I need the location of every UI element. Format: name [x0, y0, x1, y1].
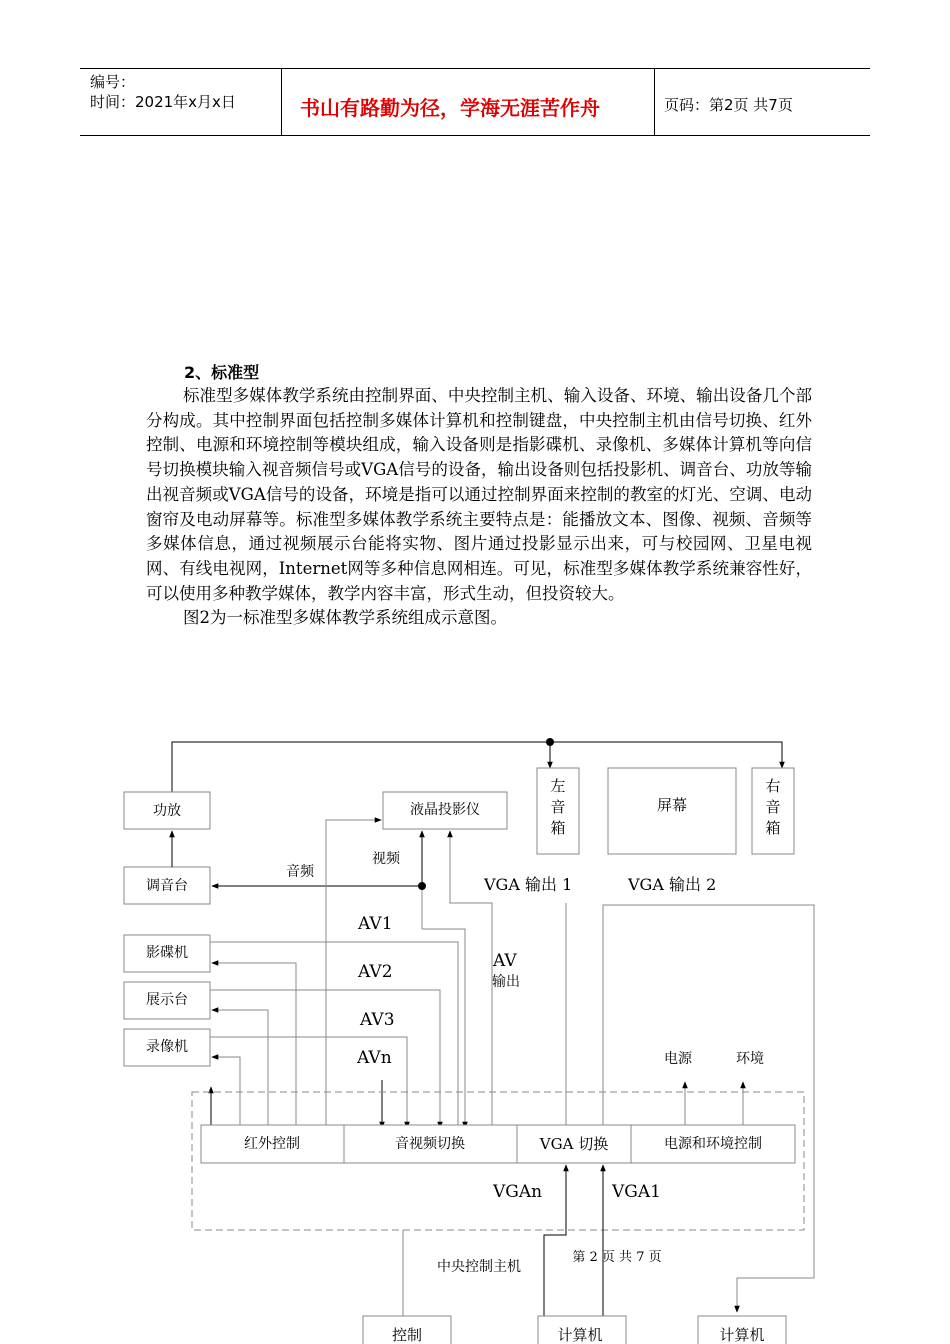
paragraph-figure-ref: 图2为一标准型多媒体教学系统组成示意图。 — [183, 608, 507, 628]
central-host-label: 中央控制主机 — [437, 1259, 521, 1275]
av1-label: AV1 — [358, 914, 393, 934]
visualizer-label: 展示台 — [146, 992, 188, 1008]
right-speaker-char-3: 箱 — [765, 819, 781, 837]
left-speaker-char-2: 音 — [550, 798, 566, 816]
environment-label: 环境 — [736, 1051, 764, 1067]
left-speaker-char-3: 箱 — [550, 819, 566, 837]
header-date-label: 时间：2021年x月x日 — [90, 93, 236, 111]
audio-label: 音频 — [286, 864, 314, 880]
av-switch-label: 音视频切换 — [395, 1136, 465, 1152]
control-box — [363, 1316, 451, 1344]
vga-switch-label: VGA 切换 — [539, 1135, 609, 1153]
junction-dot — [546, 738, 554, 746]
control-label: 控制 — [391, 1326, 423, 1344]
header-motto: 书山有路勤为径，学海无涯苦作舟 — [300, 96, 600, 120]
av3-label: AV3 — [360, 1010, 395, 1030]
header-page-label: 页码：第2页 共7页 — [664, 96, 793, 114]
vga-out-2-label: VGA 输出 2 — [628, 875, 717, 894]
computer-box-1 — [538, 1316, 626, 1344]
visualizer-box — [124, 982, 210, 1019]
left-speaker-box — [537, 768, 579, 854]
mixer-label: 调音台 — [146, 878, 188, 894]
avn-label: AVn — [357, 1048, 392, 1068]
screen-box — [608, 768, 736, 854]
mixer-box — [124, 867, 210, 904]
computer-label-1: 计算机 — [557, 1326, 603, 1344]
ir-control-label: 红外控制 — [244, 1136, 300, 1152]
audio-video-junction — [418, 882, 426, 890]
power-env-control-label: 电源和环境控制 — [664, 1136, 762, 1152]
vga1-label: VGA1 — [612, 1182, 661, 1202]
amplifier-box — [124, 792, 210, 829]
av2-label: AV2 — [358, 962, 393, 982]
computer-label-2: 计算机 — [719, 1326, 765, 1344]
header-number-label: 编号： — [90, 73, 136, 91]
vga-out-1-label: VGA 输出 1 — [484, 875, 573, 894]
video-label: 视频 — [372, 851, 400, 867]
right-speaker-box — [752, 768, 794, 854]
dvd-player-box — [124, 935, 210, 972]
av-input-lines — [210, 942, 458, 1128]
vcr-label: 录像机 — [146, 1039, 188, 1055]
projector-label: 液晶投影仪 — [410, 802, 480, 818]
vcr-box — [124, 1029, 210, 1066]
section-title: 2、标准型 — [184, 363, 260, 382]
right-speaker-char-2: 音 — [765, 798, 781, 816]
vgan-label: VGAn — [493, 1182, 543, 1202]
av-out-label-2: 输出 — [492, 974, 520, 990]
paragraph-description: 标准型多媒体教学系统由控制界面、中央控制主机、输入设备、环境、输出设备几个部分构成。其中控制界面包括控制多媒体计算机和控制键盘，中央控制主机由信号切换、红外控制、电源和环境控制等模块组成，输入设备则是指影碟机、录像机、多媒体计算机等向信号切换模块输入视音频信号或VGA信号的设备，输出设备则包括投影机、调音台、功放等输出视音频或VGA信号的设备，环境是指可以通过控制界面来控制的教室的灯光、空调、电动窗帘及电动屏幕等。标准型多媒体教学系统主要特点是：能播放文本、图像、视频、音频等多媒体信息，通过视频展示台能将实物、图片通过投影显示出来，可与校园网、卫星电视网、有线电视网，Internet网等多种信息网相连。可见，标准型多媒体教学系统兼容性好，可以使用多种教学媒体，教学内容丰富，形式生动，但投资较大。 — [146, 386, 812, 603]
screen-label: 屏幕 — [656, 796, 688, 814]
power-label: 电源 — [664, 1051, 692, 1067]
footer-page-label: 第 2 页 共 7 页 — [572, 1250, 662, 1265]
ir-control-lines — [211, 963, 296, 1125]
left-speaker-char-1: 左 — [550, 777, 566, 795]
right-speaker-char-1: 右 — [765, 777, 781, 795]
projector-box — [383, 792, 507, 829]
module-row — [201, 1125, 795, 1163]
dvd-player-label: 影碟机 — [146, 945, 188, 961]
computer-box-2 — [698, 1316, 786, 1344]
amplifier-label: 功放 — [153, 803, 181, 819]
av-out-label-1: AV — [493, 951, 517, 971]
